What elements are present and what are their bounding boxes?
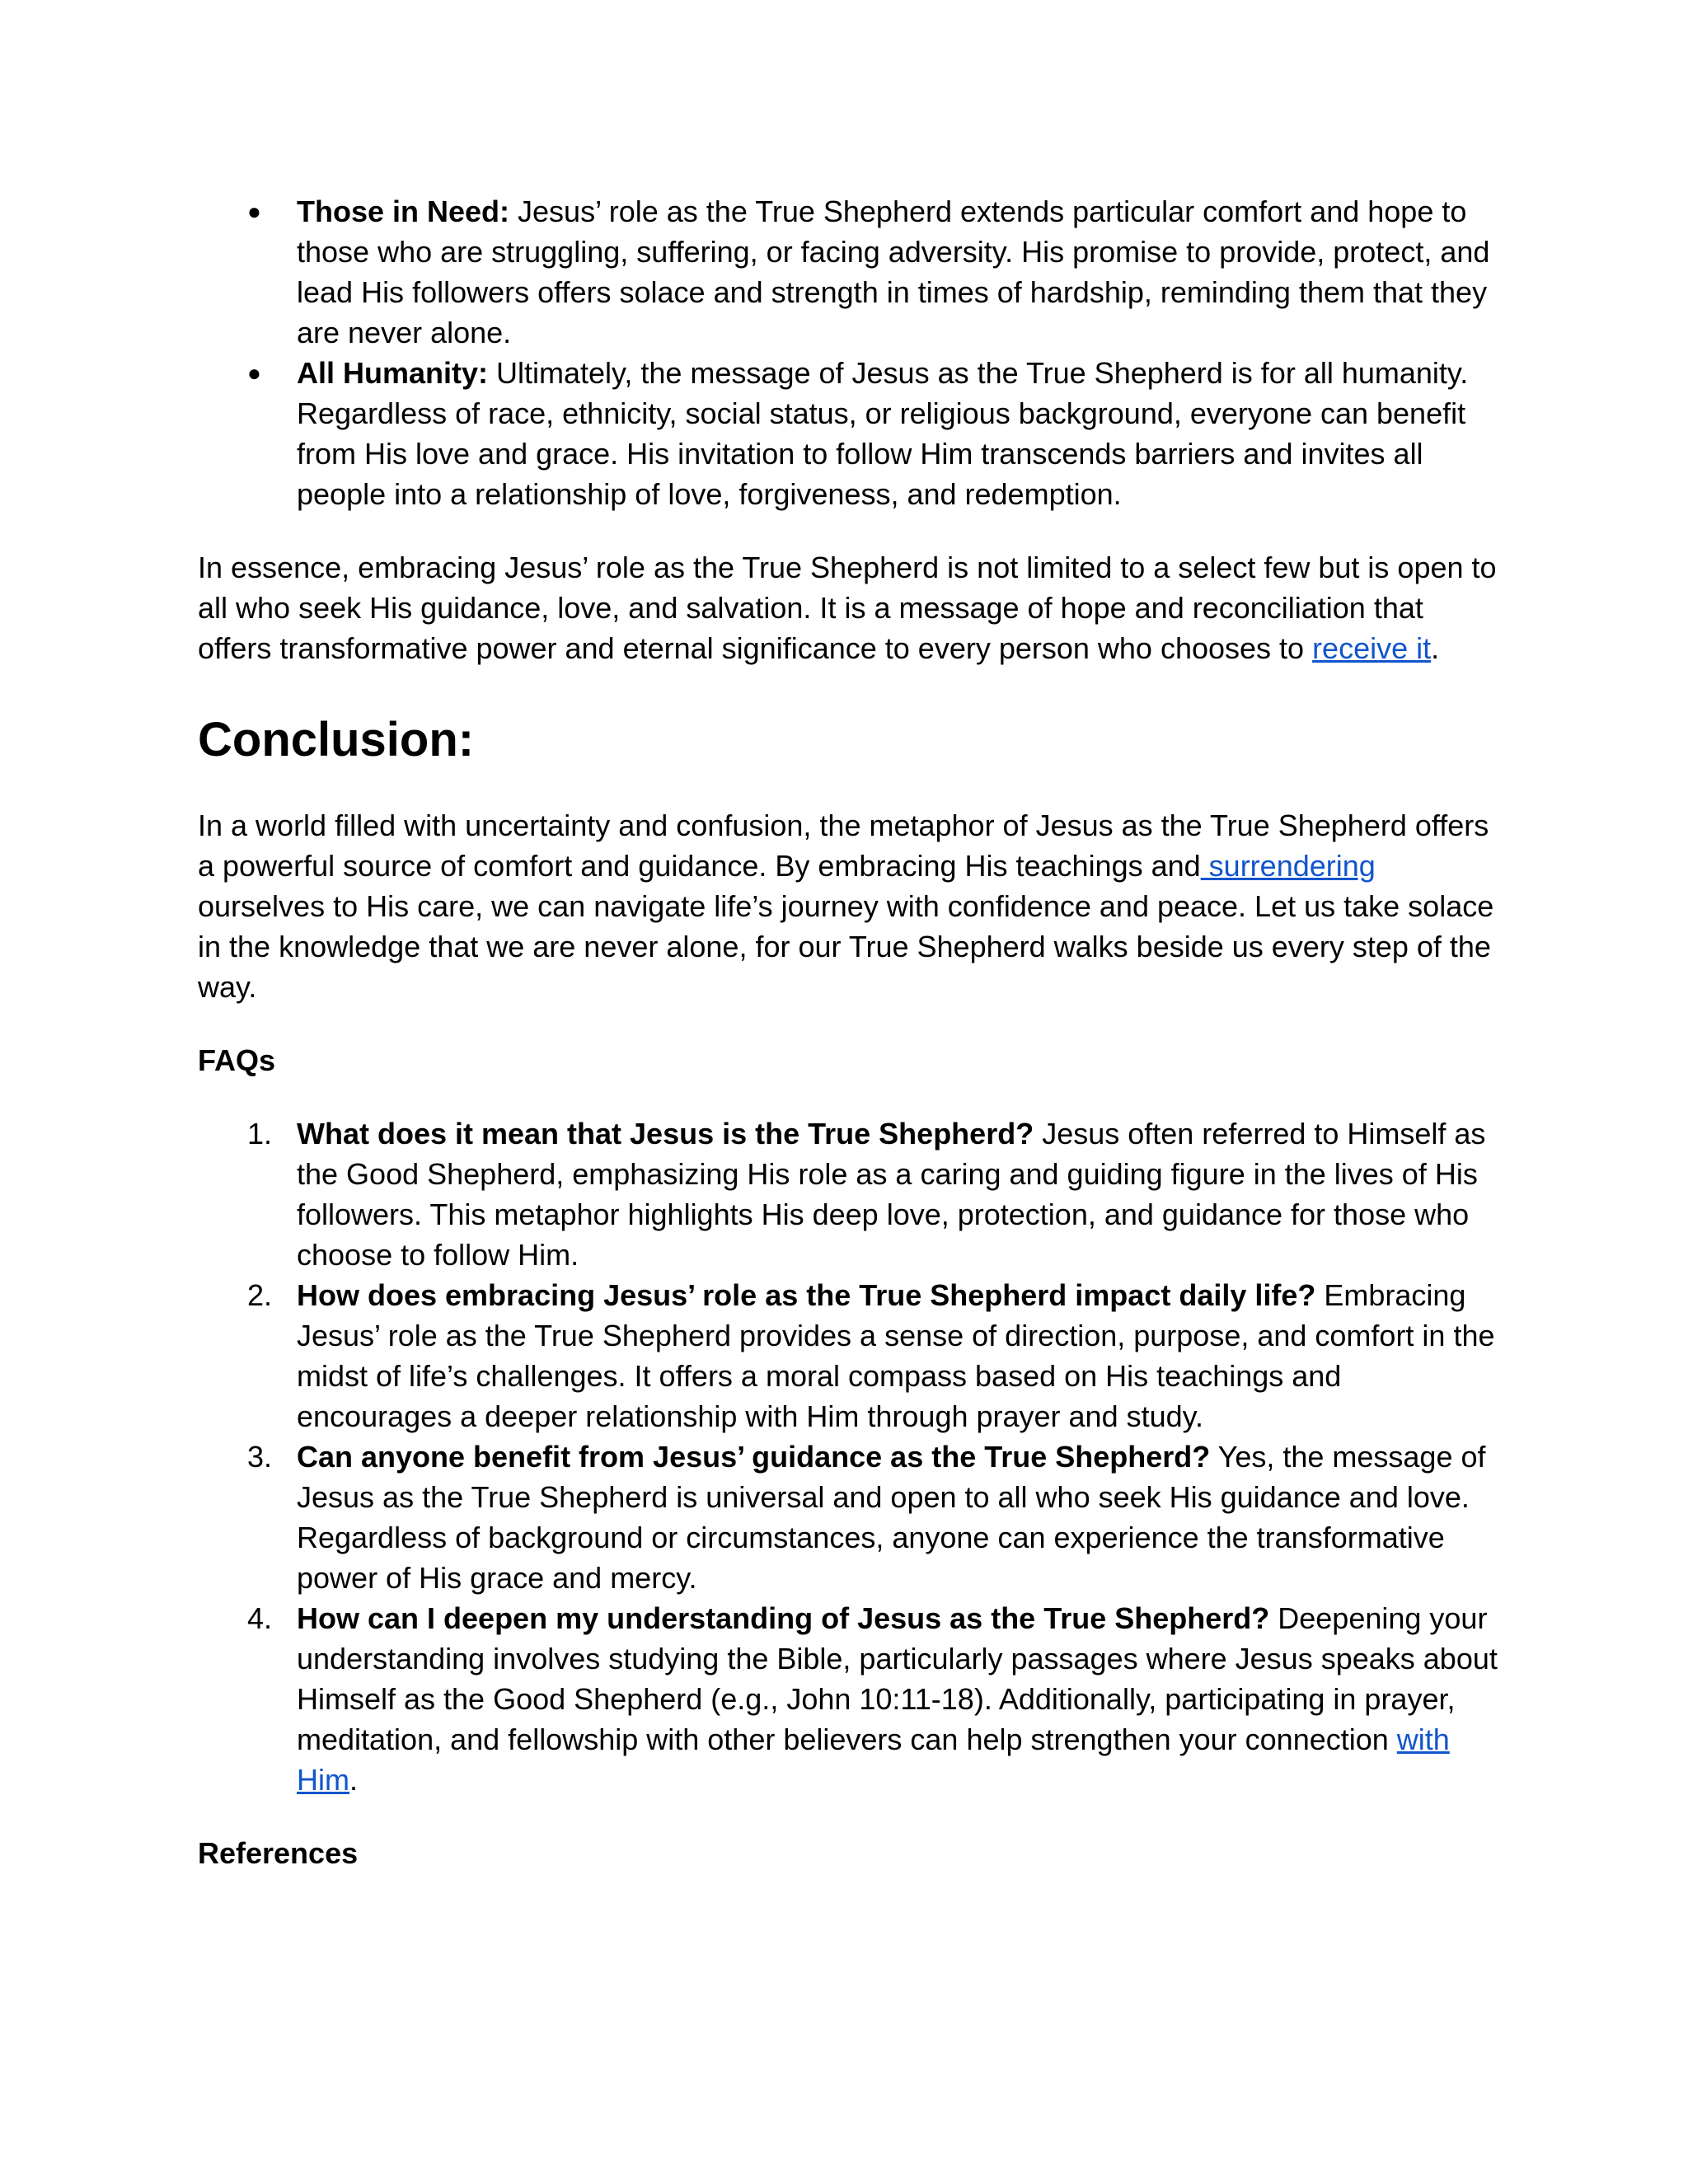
document-page — [198, 191, 1500, 1873]
with-him-link[interactable]: with Him — [297, 1722, 1450, 1797]
faq-number: 1. — [247, 1117, 273, 1151]
essence-text: In essence, embracing Jesus’ role as the True Shepherd is not limited to a select few but is open to all who seek His guidance, love, and salvation. It is a message of hope and reconciliation that offers transformative power and eternal significance to every person who chooses to — [198, 551, 1497, 665]
faq-number: 4. — [247, 1601, 273, 1635]
bullet-icon: ● — [247, 360, 261, 386]
faq-item — [198, 1113, 1500, 1275]
bullet-icon: ● — [247, 199, 261, 224]
faq-number: 3. — [247, 1440, 273, 1474]
bullet-label: All Humanity: — [297, 356, 489, 390]
audience-bullet-list — [198, 191, 1500, 514]
faq-answer: Yes, the message of Jesus as the True Shepherd is universal and open to all who seek His guidance and love. Regardless of background or circumstances, anyone can experience the transformative power of His grace and mercy. — [297, 1440, 1486, 1595]
faq-question: Can anyone benefit from Jesus’ guidance as the True Shepherd? — [297, 1440, 1211, 1474]
surrendering-link[interactable]: surrendering — [1200, 849, 1376, 883]
bullet-label: Those in Need: — [297, 194, 510, 228]
faq-item — [198, 1598, 1500, 1800]
faq-question: How does embracing Jesus’ role as the True Shepherd impact daily life? — [297, 1278, 1316, 1312]
faq-answer: Deepening your understanding involves studying the Bible, particularly passages where Jesus speaks about Himself as the Good Shepherd (e.g., John 10:11-18). Additionally, participating in prayer, meditation, and fellowship with other believers can help strengthen your connection — [297, 1601, 1498, 1756]
conclusion-text: In a world filled with uncertainty and confusion, the metaphor of Jesus as the True Shepherd offers a powerful source of comfort and guidance. By embracing His teachings and — [198, 808, 1489, 883]
references-heading: References — [198, 1836, 359, 1870]
bullet-text: Ultimately, the message of Jesus as the True Shepherd is for all humanity. Regardless of race, ethnicity, social status, or religious background, everyone can benefit from His love and grace. His invitation to follow Him transcends barriers and invites all people into a relationship of love, forgiveness, and redemption. — [297, 356, 1469, 511]
conclusion-text-end: ourselves to His care, we can navigate life’s journey with confidence and peace. Let us take solace in the knowledge that we are never alone, for our True Shepherd walks beside us every step of the way. — [198, 889, 1494, 1004]
faq-question: What does it mean that Jesus is the True Shepherd? — [297, 1117, 1034, 1151]
faq-answer: Jesus often referred to Himself as the Good Shepherd, emphasizing His role as a caring and guiding figure in the lives of His followers. This metaphor highlights His deep love, protection, and guidance for those who choose to follow Him. — [297, 1117, 1486, 1272]
receive-it-link[interactable]: receive it — [1312, 631, 1432, 665]
essence-paragraph — [198, 547, 1500, 668]
faq-item — [198, 1275, 1500, 1436]
faq-number: 2. — [247, 1278, 273, 1312]
faq-answer-end: . — [349, 1763, 358, 1797]
bullet-item-those-in-need — [198, 191, 1500, 353]
essence-text-end: . — [1431, 631, 1440, 665]
faq-item — [198, 1436, 1500, 1598]
faq-question: How can I deepen my understanding of Jesus as the True Shepherd? — [297, 1601, 1270, 1635]
bullet-item-all-humanity — [198, 353, 1500, 514]
conclusion-heading: Conclusion: — [198, 713, 475, 766]
faqs-heading: FAQs — [198, 1043, 276, 1077]
conclusion-paragraph — [198, 805, 1500, 1007]
faq-list — [198, 1113, 1500, 1800]
faq-answer: Embracing Jesus’ role as the True Shepherd provides a sense of direction, purpose, and comfort in the midst of life’s challenges. It offers a moral compass based on His teachings and encourages a deeper relationship with Him through prayer and study. — [297, 1278, 1495, 1433]
bullet-text: Jesus’ role as the True Shepherd extends particular comfort and hope to those who are struggling, suffering, or facing adversity. His promise to provide, protect, and lead His followers offers solace and strength in times of hardship, reminding them that they are never alone. — [297, 194, 1490, 349]
